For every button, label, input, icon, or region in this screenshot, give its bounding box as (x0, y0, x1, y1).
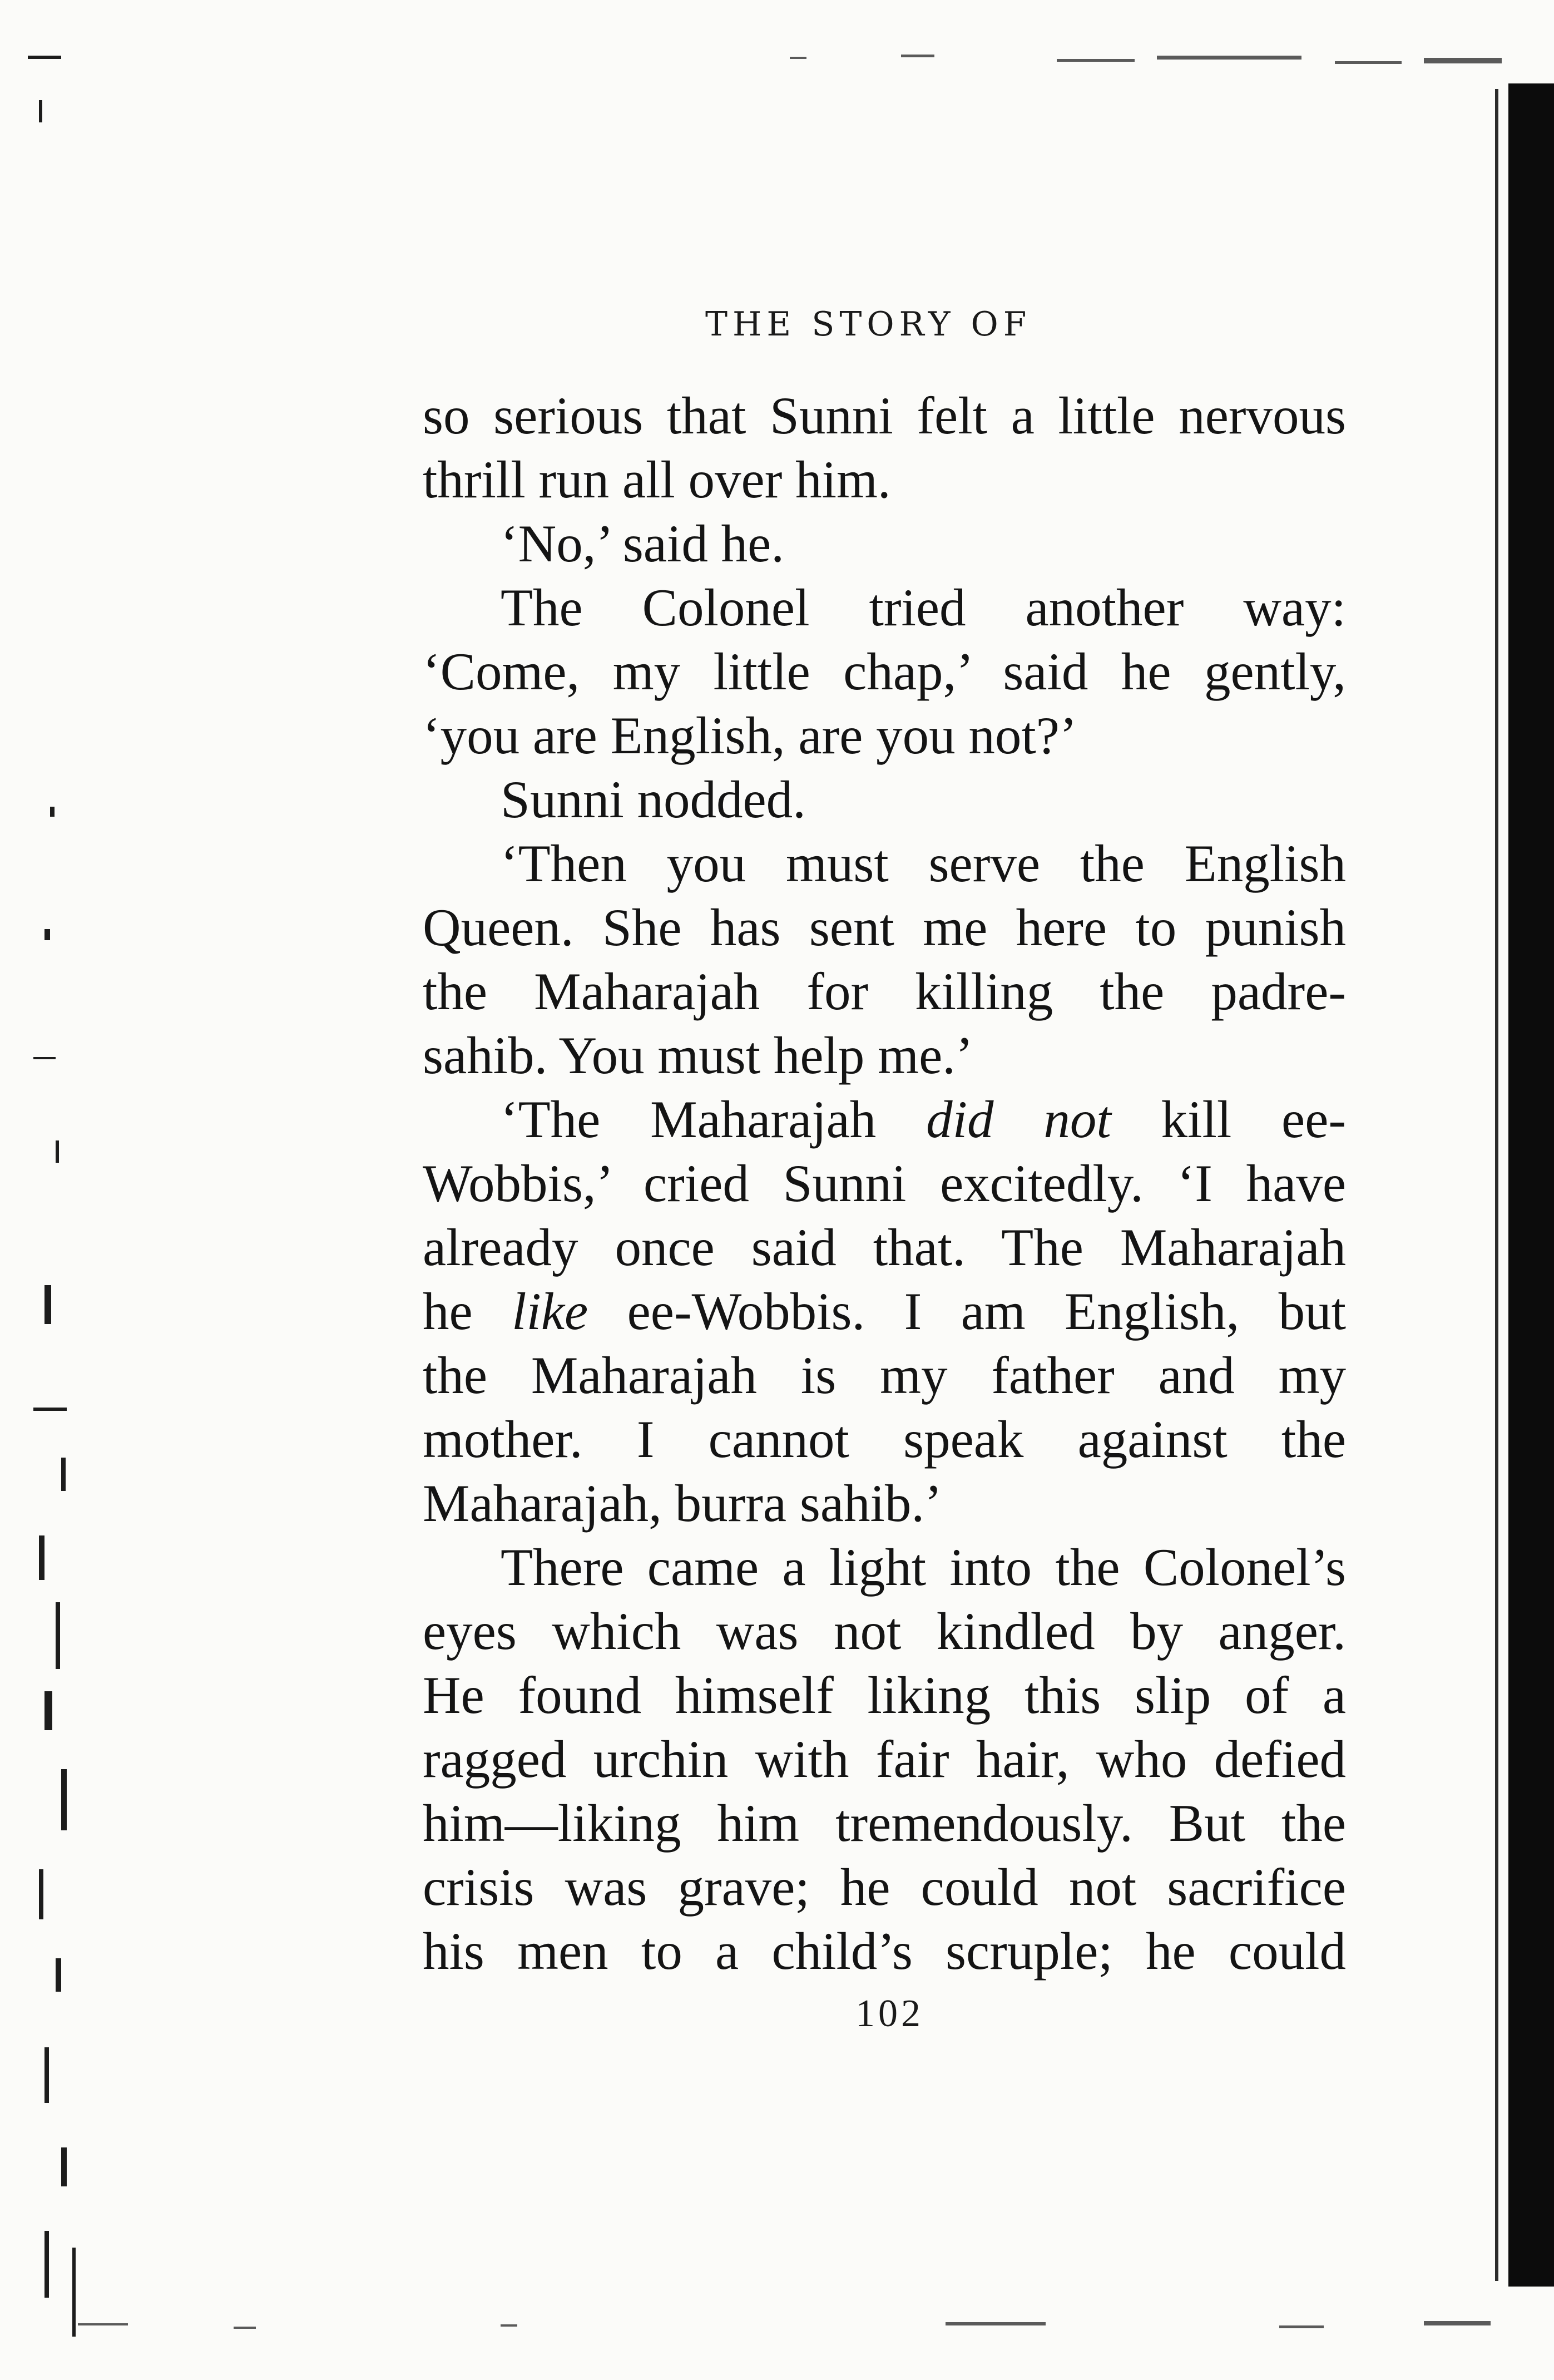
text-segment: The Colonel tried another way: (501, 578, 1346, 637)
page-number: 102 (855, 1992, 924, 2035)
text-segment: ‘Come, my little chap,’ said he gently, (423, 642, 1346, 701)
text-segment: ‘you are English, are you not?’ (423, 706, 1077, 765)
text-segment: the Maharajah for killing the padre- (423, 962, 1346, 1021)
text-segment: ‘No,’ said he. (501, 514, 785, 573)
text-segment: he (423, 1282, 512, 1341)
text-line (423, 1855, 1346, 1919)
text-line (423, 1280, 1346, 1344)
body-text (423, 384, 1346, 1983)
text-segment: There came a light into the Colonel’s (501, 1538, 1346, 1597)
text-line (423, 1216, 1346, 1280)
text-line (423, 768, 1346, 832)
text-line (423, 1791, 1346, 1855)
text-line (423, 1663, 1346, 1727)
text-line (423, 384, 1346, 448)
text-segment: the Maharajah is my father and my (423, 1346, 1346, 1405)
page-bottom-edge (0, 2320, 1554, 2342)
text-line (423, 960, 1346, 1024)
text-line (423, 1727, 1346, 1791)
text-line (423, 1088, 1346, 1152)
text-line (423, 1919, 1346, 1983)
text-line (423, 832, 1346, 896)
text-line (423, 1344, 1346, 1408)
page-top-edge (0, 53, 1554, 76)
text-segment: ragged urchin with fair hair, who defied (423, 1730, 1346, 1789)
italic-emphasis: like (512, 1282, 588, 1341)
text-line (423, 576, 1346, 640)
text-segment: Wobbis,’ cried Sunni excitedly. ‘I have (423, 1154, 1346, 1213)
text-segment: Queen. She has sent me here to punish (423, 898, 1346, 957)
text-line (423, 1535, 1346, 1599)
text-line (423, 704, 1346, 768)
text-segment: thrill run all over him. (423, 450, 891, 509)
text-line (423, 448, 1346, 512)
text-line (423, 1024, 1346, 1088)
text-segment: eyes which was not kindled by anger. (423, 1602, 1346, 1661)
text-segment: his men to a child’s scruple; he could (423, 1922, 1346, 1981)
text-line (423, 1472, 1346, 1535)
text-segment: so serious that Sunni felt a little nervous (423, 386, 1346, 445)
text-segment: mother. I cannot speak against the (423, 1410, 1346, 1469)
text-segment: crisis was grave; he could not sacrifice (423, 1858, 1346, 1917)
text-line (423, 896, 1346, 960)
text-segment: Sunni nodded. (501, 770, 806, 829)
binding-edge (1508, 83, 1554, 2287)
text-segment: ee-Wobbis. I am English, but (588, 1282, 1346, 1341)
text-segment: ‘Then you must serve the English (501, 834, 1346, 893)
text-line (423, 1408, 1346, 1472)
text-segment: ‘The Maharajah (501, 1090, 927, 1149)
text-segment: He found himself liking this slip of a (423, 1666, 1346, 1725)
italic-emphasis: did not (926, 1090, 1111, 1149)
running-head: THE STORY OF (705, 305, 1032, 344)
text-segment: sahib. You must help me.’ (423, 1026, 973, 1085)
text-segment: kill ee- (1111, 1090, 1347, 1149)
text-line (423, 1599, 1346, 1663)
text-segment: him—liking him tremendously. But the (423, 1794, 1346, 1853)
text-line (423, 512, 1346, 576)
binding-line (1495, 89, 1498, 2281)
text-segment: already once said that. The Maharajah (423, 1218, 1346, 1277)
text-line (423, 1152, 1346, 1216)
text-segment: Maharajah, burra sahib.’ (423, 1474, 942, 1533)
page-gutter-speckles (22, 33, 83, 2342)
text-line (423, 640, 1346, 704)
